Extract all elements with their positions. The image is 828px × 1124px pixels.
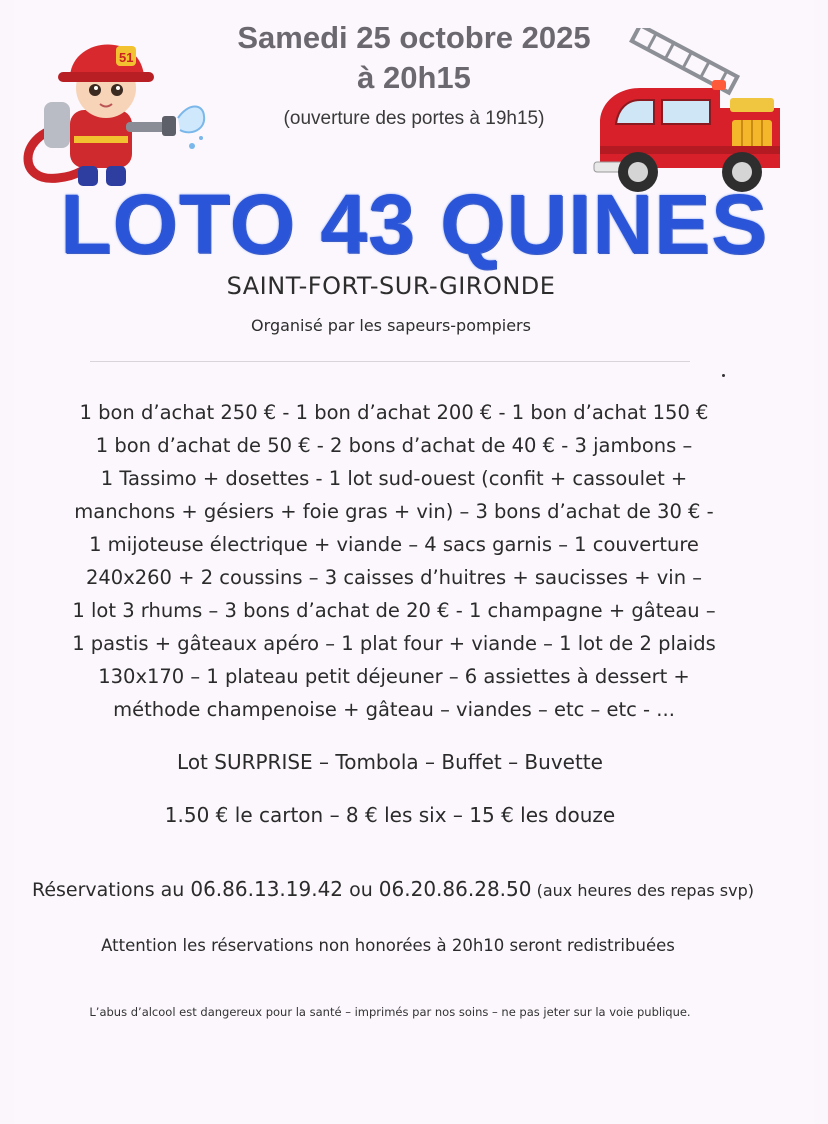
doors-opening-note: (ouverture des portes à 19h15) [283, 108, 545, 129]
reservation-note: (aux heures des repas svp) [531, 881, 755, 900]
prize-line: manchons + gésiers + foie gras + vin) – 3 bons d’achat de 30 € - [74, 500, 714, 523]
svg-text:51: 51 [119, 50, 134, 65]
prize-line: 240x260 + 2 coussins – 3 caisses d’huitres + saucisses + vin – [85, 566, 703, 589]
event-date [0, 18, 828, 98]
prize-line: 1 lot 3 rhums – 3 bons d’achat de 20 € - 1 champagne + gâteau – [72, 599, 716, 622]
divider [90, 361, 690, 362]
prize-line: 130x170 – 1 plateau petit déjeuner – 6 assiettes à dessert + [98, 665, 690, 688]
reservation-warning: Attention les réservations non honorées à 20h10 seront redistribuées [101, 936, 675, 955]
pricing-line: 1.50 € le carton – 8 € les six – 15 € les douze [164, 803, 616, 827]
town-name: SAINT-FORT-SUR-GIRONDE [226, 272, 556, 300]
organizer-line: Organisé par les sapeurs-pompiers [251, 316, 531, 335]
prize-line: méthode champenoise + gâteau – viandes – etc – etc - ... [113, 698, 675, 721]
time-line: à 20h15 [357, 60, 471, 95]
prize-line: 1 bon d’achat de 50 € - 2 bons d’achat de 40 € - 3 jambons – [95, 434, 693, 457]
prize-line: 1 mijoteuse électrique + viande – 4 sacs garnis – 1 couverture [89, 533, 699, 556]
legal-notice: L’abus d’alcool est dangereux pour la santé – imprimés par nos soins – ne pas jeter sur la voie publique. [89, 1005, 691, 1019]
prize-line: 1 Tassimo + dosettes - 1 lot sud-ouest (confit + cassoulet + [100, 467, 688, 490]
page-title: LOTO 43 QUINES [60, 177, 768, 271]
prize-list [24, 396, 764, 726]
phone-number-1: 06.86.13.19.42 [190, 877, 344, 901]
phone-number-2: 06.20.86.28.50 [378, 877, 532, 901]
dot-mark [722, 374, 725, 377]
reservation-prefix: Réservations au [31, 879, 191, 901]
prize-line: 1 bon d’achat 250 € - 1 bon d’achat 200 € - 1 bon d’achat 150 € [79, 401, 709, 424]
extras-line: Lot SURPRISE – Tombola – Buffet – Buvette [177, 750, 603, 774]
reservation-info [28, 874, 758, 906]
reservation-middle: ou [343, 879, 379, 901]
prize-line: 1 pastis + gâteaux apéro – 1 plat four + viande – 1 lot de 2 plaids [72, 632, 716, 655]
date-line: Samedi 25 octobre 2025 [237, 20, 591, 55]
